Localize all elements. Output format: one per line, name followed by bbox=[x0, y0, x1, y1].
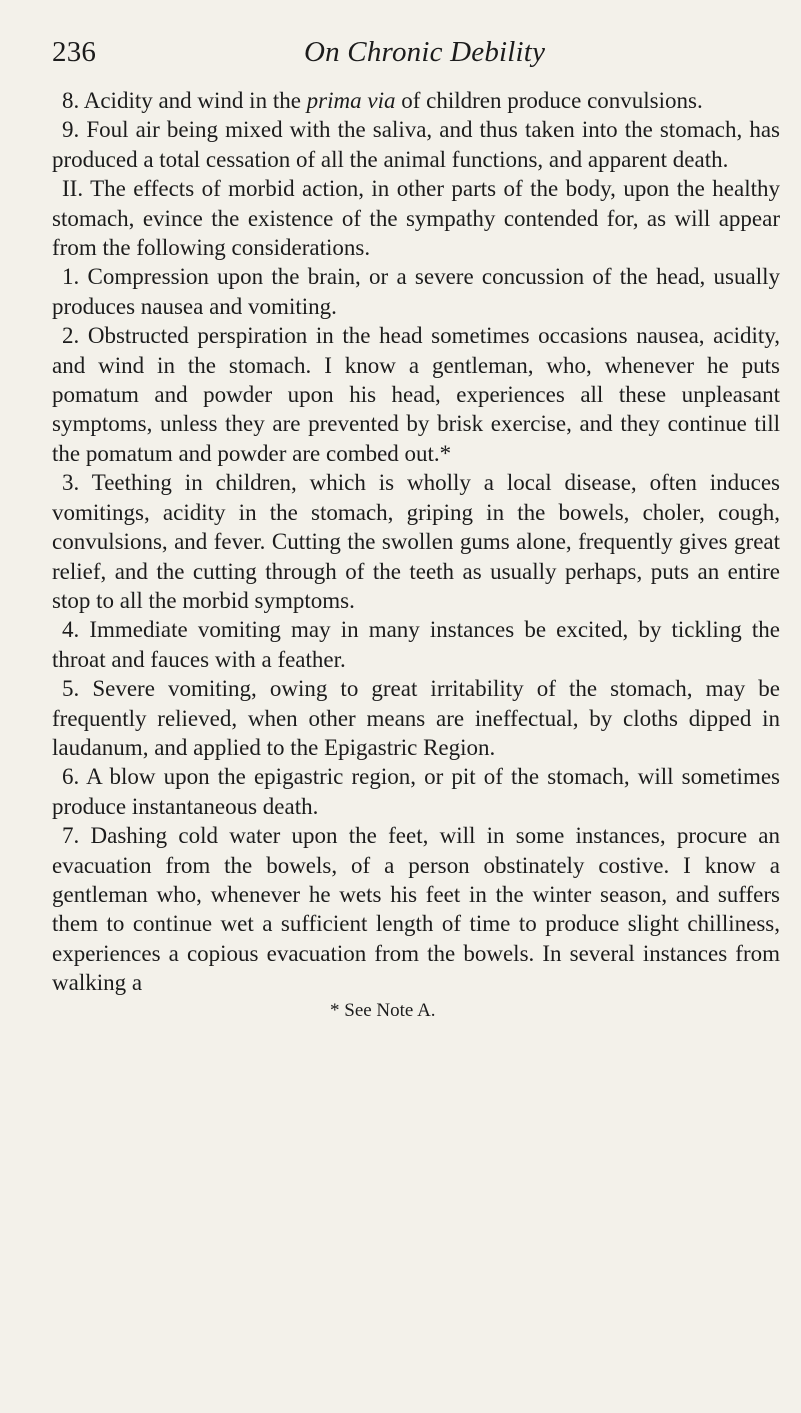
paragraph-5: 5. Severe vomiting, owing to great irritability of the stomach, may be frequently relieved, when other means are ineffectual, by cloths dipped in laudanum, and applied to the Epigastric Region. bbox=[52, 676, 781, 760]
paragraph-1: 1. Compression upon the brain, or a severe concussion of the head, usually produces nausea and vomiting. bbox=[52, 264, 780, 319]
paragraph-9: 9. Foul air being mixed with the saliva, and thus taken into the stomach, has produced a total cessation of all the animal functions, and apparent death. bbox=[52, 117, 780, 172]
running-head bbox=[52, 36, 781, 80]
paragraph-number: 6. bbox=[62, 764, 80, 790]
page-number: 236 bbox=[52, 36, 97, 68]
section-heading-II: II. The effects of morbid action, in other parts of the body, upon the healthy stomach, evince the existence of the sympathy contended for, as will appear from the following considerations. bbox=[52, 176, 780, 261]
running-title: On Chronic Debility bbox=[304, 36, 546, 68]
paragraph-7: 7. Dashing cold water upon the feet, will in some instances, procure an evacuation from the bowels, of a person obstinately costive. I know a gentleman who, whenever he wets his feet in the winter season, and suffers them to continue wet a sufficient length of time to produce slight chilliness, experiences a copious evacuation from the bowels. In several instances from walking a bbox=[52, 823, 781, 996]
paragraph-number: 1. bbox=[62, 264, 80, 290]
paragraph-number: 5. bbox=[62, 676, 80, 702]
footnote: * See Note A. bbox=[330, 999, 436, 1021]
paragraph-6: 6. A blow upon the epigastric region, or pit of the stomach, will sometimes produce instantaneous death. bbox=[52, 764, 780, 819]
paragraph-number: 8. bbox=[62, 88, 80, 113]
paragraph-8: 8. Acidity and wind in the prima via of children produce convulsions. bbox=[62, 88, 703, 113]
paragraph-number: 4. bbox=[62, 617, 80, 643]
paragraph-number: II. bbox=[62, 176, 84, 202]
paragraph-3: 3. Teething in children, which is wholly a local disease, often induces vomitings, acidity in the stomach, griping in the bowels, choler, cough, convulsions, and fever. Cutting the swollen gums alone, frequently gives great relief, and the cutting through of the teeth as usually perhaps, puts an entire stop to all the morbid symptoms. bbox=[52, 470, 780, 613]
latin-term: prima via bbox=[306, 88, 396, 113]
paragraph-number: 7. bbox=[62, 823, 80, 849]
paragraph-number: 9. bbox=[62, 117, 80, 143]
body-text bbox=[52, 86, 780, 998]
paragraph-2: 2. Obstructed perspiration in the head sometimes occasions nausea, acidity, and wind in the stomach. I know a gentleman, who, whenever he puts pomatum and powder upon his head, experiences all these unpleasant symptoms, unless they are prevented by brisk exercise, and they continue till the pomatum and powder are combed out.* bbox=[52, 323, 780, 466]
paragraph-4: 4. Immediate vomiting may in many instances be excited, by tickling the throat and fauces with a feather. bbox=[52, 617, 780, 672]
paragraph-number: 2. bbox=[62, 323, 80, 349]
paragraph-number: 3. bbox=[62, 470, 80, 496]
